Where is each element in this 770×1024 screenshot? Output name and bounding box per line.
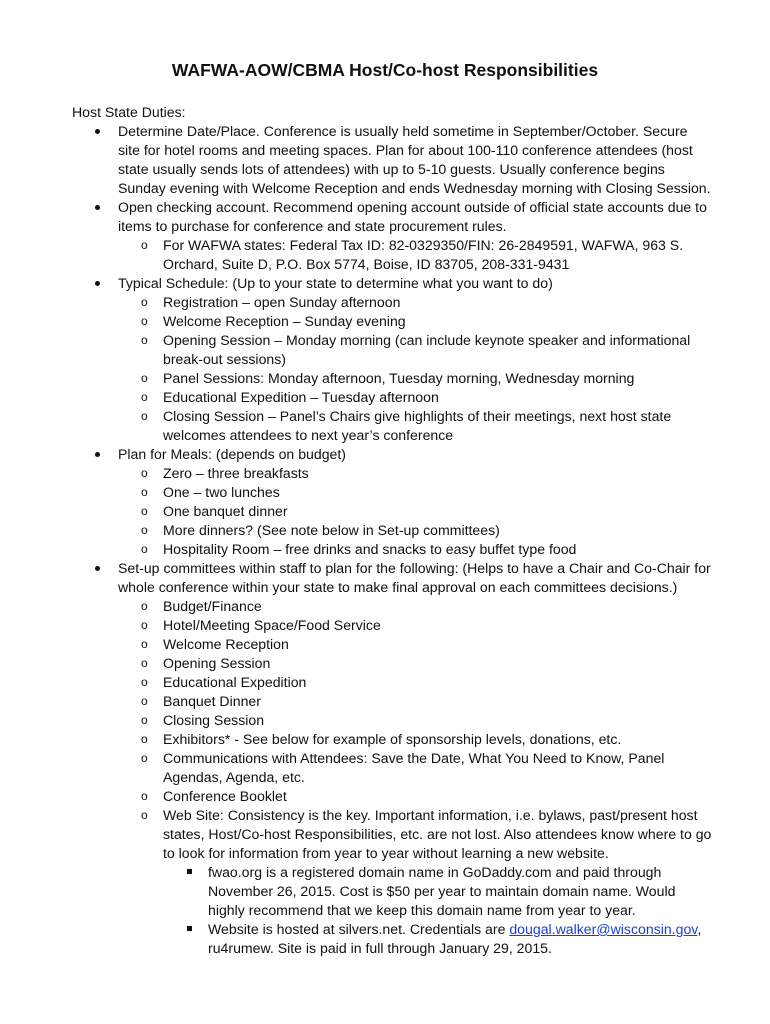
- sub-item: o Welcome Reception – Sunday evening: [118, 312, 712, 331]
- web-site-details: [163, 863, 712, 958]
- sub-list: [118, 464, 712, 559]
- duty-date-place: [72, 122, 712, 198]
- sub-item: o Hotel/Meeting Space/Food Service: [118, 616, 712, 635]
- duty-plan-meals: [72, 445, 712, 559]
- sub-item: o One – two lunches: [118, 483, 712, 502]
- sub-item: o Educational Expedition – Tuesday afternoon: [118, 388, 712, 407]
- duty-text: Plan for Meals: (depends on budget): [118, 446, 346, 462]
- sub-item: o Panel Sessions: Monday afternoon, Tuesday morning, Wednesday morning: [118, 369, 712, 388]
- sub-item: o One banquet dinner: [118, 502, 712, 521]
- sub-list: [118, 597, 712, 958]
- duty-setup-committees: [72, 559, 712, 958]
- sub-item: o Conference Booklet: [118, 787, 712, 806]
- sub-item: o Welcome Reception: [118, 635, 712, 654]
- duty-text: Open checking account. Recommend opening account outside of official state accounts due to items to purchase for conference and state procurement rules.: [118, 199, 707, 234]
- sub-item: o Zero – three breakfasts: [118, 464, 712, 483]
- sub-list: [118, 293, 712, 445]
- sub-list: [118, 236, 712, 274]
- sub-item: o Educational Expedition: [118, 673, 712, 692]
- duties-body: [72, 122, 712, 958]
- sub-item: o Opening Session – Monday morning (can include keynote speaker and informational break-out sessions): [118, 331, 712, 369]
- sub-item: o For WAFWA states: Federal Tax ID: 82-0329350/FIN: 26-2849591, WAFWA, 963 S. Orchard, Suite D, P.O. Box 5774, Boise, ID 83705, 208-331-9431: [118, 236, 712, 274]
- duty-text: Typical Schedule: (Up to your state to determine what you want to do): [118, 275, 553, 291]
- hosting-text-end: , ru4rumew. Site is paid in full through January 29, 2015.: [208, 921, 702, 956]
- duty-checking-account: [72, 198, 712, 274]
- sub-item: o Registration – open Sunday afternoon: [118, 293, 712, 312]
- sub-item: o More dinners? (See note below in Set-up committees): [118, 521, 712, 540]
- sub-item: o Banquet Dinner: [118, 692, 712, 711]
- sub-item: o Closing Session – Panel’s Chairs give highlights of their meetings, next host state welcomes attendees to next year’s conference: [118, 407, 712, 445]
- sub-item: o Closing Session: [118, 711, 712, 730]
- web-site-text: Web Site: Consistency is the key. Important information, i.e. bylaws, past/present host states, Host/Co-host Responsibilities, etc. are not lost. Also attendees know where to go to look for information from year to year without learning a new website.: [163, 807, 712, 861]
- domain-note: fwao.org is a registered domain name in GoDaddy.com and paid through November 26, 2015. Cost is $50 per year to maintain domain name. Would highly recommend that we keep this domain name from year to year.: [163, 863, 712, 920]
- sub-item: o Opening Session: [118, 654, 712, 673]
- section-heading: Host State Duties:: [72, 104, 186, 120]
- sub-item: o Communications with Attendees: Save the Date, What You Need to Know, Panel Agendas, Agenda, etc.: [118, 749, 712, 787]
- sub-item: o Hospitality Room – free drinks and snacks to easy buffet type food: [118, 540, 712, 559]
- sub-item: o Budget/Finance: [118, 597, 712, 616]
- email-link[interactable]: dougal.walker@wisconsin.gov: [509, 921, 698, 937]
- duty-text: Determine Date/Place. Conference is usually held sometime in September/October. Secure site for hotel rooms and meeting spaces. Plan for about 100-110 conference attendees (host state usually sends lots of attendees) with up to 5-10 guests. Usually conference begins Sunday evening with Welcome Reception and ends Wednesday morning with Closing Session.: [118, 123, 711, 196]
- hosting-note: [163, 920, 712, 958]
- document-title: WAFWA-AOW/CBMA Host/Co-host Responsibilities: [171, 60, 599, 80]
- duty-text: Set-up committees within staff to plan for the following: (Helps to have a Chair and Co-Chair for whole conference within your state to make final approval on each committees decisions.): [118, 560, 711, 595]
- sub-item-web-site: [118, 806, 712, 958]
- sub-item: o Exhibitors* - See below for example of sponsorship levels, donations, etc.: [118, 730, 712, 749]
- duty-typical-schedule: [72, 274, 712, 445]
- duties-list: [72, 122, 712, 958]
- hosting-text: Website is hosted at silvers.net. Credentials are: [208, 921, 510, 937]
